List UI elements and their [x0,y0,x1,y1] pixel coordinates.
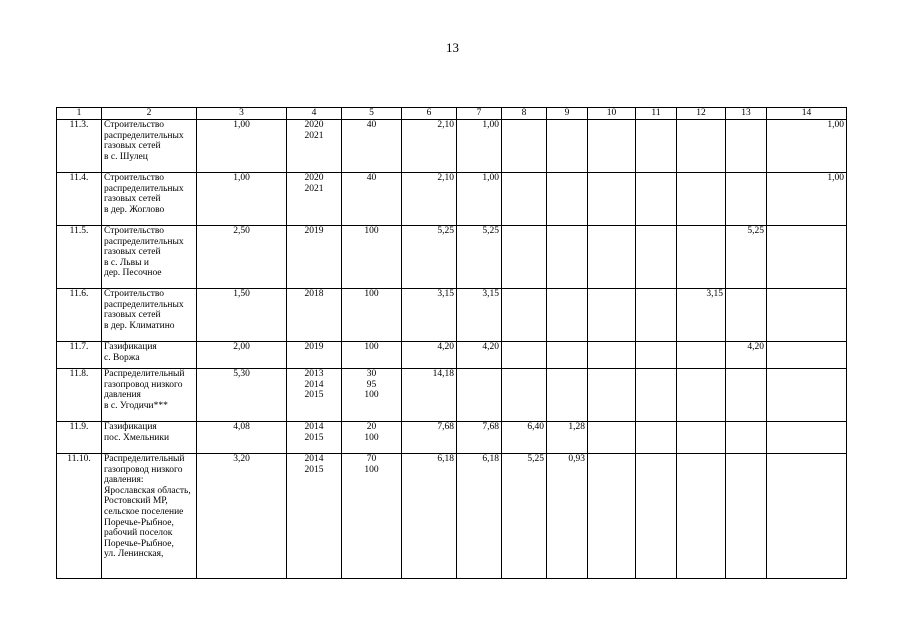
years [287,369,342,422]
value-cell-10 [588,289,636,342]
percent [342,342,402,369]
value-cell-3: 1,00 [197,120,287,173]
object-name-line: газопровод низкого [104,379,183,390]
column-header: 6 [402,108,457,120]
years-line: 2019 [304,342,324,352]
years-line: 2015 [304,464,324,475]
value-cell-6: 3,15 [402,289,457,342]
years-line: 2014 [304,454,324,464]
value-cell-8 [502,342,547,369]
object-name-line: давления: [104,475,144,486]
object-name-line: распределительных [104,130,184,141]
object-name-line: Газификация [104,422,157,432]
value-cell-6: 2,10 [402,173,457,226]
percent [342,120,402,173]
percent-line: 40 [366,173,377,183]
value-cell-12 [677,173,726,226]
table-row [57,120,847,173]
value-cell-11 [636,226,677,289]
years-line: 2018 [304,289,324,299]
object-name-line: Ростовский МР, [104,496,168,507]
value-cell-11 [636,173,677,226]
table-row [57,342,847,369]
item-number: 11.8. [57,369,102,422]
percent [342,226,402,289]
years [287,342,342,369]
table-row [57,289,847,342]
value-cell-3: 4,08 [197,422,287,454]
object-name-line: пос. Хмельники [104,432,170,443]
value-cell-13 [726,422,767,454]
percent-line: 30 [366,369,377,379]
object-name-line: в с. Львы и [104,257,149,268]
years [287,422,342,454]
years-line: 2021 [304,130,324,141]
percent-line: 95 [366,379,377,390]
object-name-line: Ярославская область, [104,485,191,496]
value-cell-3: 1,00 [197,173,287,226]
percent [342,289,402,342]
value-cell-13 [726,454,767,579]
object-name-line: Распределительный [104,369,185,379]
value-cell-14 [767,342,847,369]
object-name-line: в дер. Климатино [104,320,175,331]
value-cell-10 [588,173,636,226]
value-cell-9 [547,342,588,369]
value-cell-10 [588,422,636,454]
percent-line: 70 [366,454,377,464]
table-row [57,226,847,289]
object-name-line: газовых сетей [104,141,161,152]
value-cell-13 [726,369,767,422]
column-header: 3 [197,108,287,120]
value-cell-6: 14,18 [402,369,457,422]
percent-line: 40 [366,120,377,130]
value-cell-6: 6,18 [402,454,457,579]
years-line: 2015 [304,432,324,443]
object-name-line: в с. Шулец [104,151,148,162]
column-header: 7 [457,108,502,120]
value-cell-3: 5,30 [197,369,287,422]
value-cell-12 [677,369,726,422]
value-cell-8 [502,289,547,342]
object-name [102,226,197,289]
investment-table [56,107,847,579]
value-cell-14 [767,289,847,342]
object-name-line: Газификация [104,342,157,352]
object-name-line: с. Воржа [104,352,140,363]
value-cell-3: 2,50 [197,226,287,289]
percent-line: 100 [364,390,379,401]
object-name-line: в с. Угодичи*** [104,400,168,411]
object-name-line: давления [104,390,141,401]
value-cell-12 [677,226,726,289]
object-name [102,289,197,342]
value-cell-9: 1,28 [547,422,588,454]
value-cell-7 [457,369,502,422]
object-name-line: ул. Ленинская, [104,549,164,560]
value-cell-7: 3,15 [457,289,502,342]
value-cell-10 [588,369,636,422]
value-cell-12 [677,454,726,579]
value-cell-10 [588,454,636,579]
object-name-line: рабочий поселок [104,528,173,539]
object-name [102,173,197,226]
item-number: 11.3. [57,120,102,173]
percent-line: 100 [364,464,379,475]
column-header: 1 [57,108,102,120]
table-row [57,369,847,422]
years [287,454,342,579]
value-cell-12 [677,342,726,369]
value-cell-7: 1,00 [457,120,502,173]
percent [342,173,402,226]
object-name-line: распределительных [104,299,184,310]
years-line: 2015 [304,390,324,401]
object-name-line: газовых сетей [104,310,161,321]
header-row [57,108,847,120]
item-number: 11.10. [57,454,102,579]
value-cell-3: 1,50 [197,289,287,342]
column-header: 8 [502,108,547,120]
percent [342,369,402,422]
object-name-line: распределительных [104,183,184,194]
value-cell-9 [547,173,588,226]
value-cell-10 [588,342,636,369]
years [287,226,342,289]
value-cell-8: 6,40 [502,422,547,454]
object-name-line: распределительных [104,236,184,247]
table-row [57,454,847,579]
value-cell-6: 2,10 [402,120,457,173]
object-name [102,369,197,422]
value-cell-11 [636,342,677,369]
percent-line: 100 [364,342,379,352]
value-cell-6: 7,68 [402,422,457,454]
column-header: 11 [636,108,677,120]
value-cell-14: 1,00 [767,120,847,173]
value-cell-8 [502,226,547,289]
object-name-line: Строительство [104,226,165,236]
value-cell-11 [636,454,677,579]
value-cell-6: 5,25 [402,226,457,289]
value-cell-11 [636,369,677,422]
value-cell-3: 3,20 [197,454,287,579]
value-cell-8 [502,369,547,422]
value-cell-11 [636,289,677,342]
item-number: 11.4. [57,173,102,226]
object-name-line: дер. Песочное [104,268,162,279]
column-header: 12 [677,108,726,120]
years-line: 2019 [304,226,324,236]
value-cell-7: 6,18 [457,454,502,579]
years [287,289,342,342]
value-cell-8 [502,120,547,173]
column-header: 10 [588,108,636,120]
object-name [102,120,197,173]
value-cell-7: 5,25 [457,226,502,289]
percent-line: 100 [364,226,379,236]
column-header: 2 [102,108,197,120]
object-name-line: в дер. Жоглово [104,204,165,215]
value-cell-12: 3,15 [677,289,726,342]
object-name-line: Строительство [104,173,165,183]
value-cell-13 [726,289,767,342]
years [287,173,342,226]
years-line: 2013 [304,369,324,379]
value-cell-7: 7,68 [457,422,502,454]
column-header: 4 [287,108,342,120]
value-cell-14 [767,369,847,422]
item-number: 11.5. [57,226,102,289]
value-cell-9 [547,226,588,289]
percent [342,422,402,454]
column-header: 5 [342,108,402,120]
value-cell-7: 4,20 [457,342,502,369]
value-cell-9: 0,93 [547,454,588,579]
percent-line: 100 [364,432,379,443]
years-line: 2021 [304,183,324,194]
value-cell-10 [588,120,636,173]
years-line: 2020 [304,120,324,130]
value-cell-14 [767,454,847,579]
object-name [102,422,197,454]
object-name-line: Поречье-Рыбное, [104,538,174,549]
value-cell-13: 5,25 [726,226,767,289]
value-cell-3: 2,00 [197,342,287,369]
object-name-line: газовых сетей [104,247,161,258]
percent-line: 100 [364,289,379,299]
value-cell-8: 5,25 [502,454,547,579]
item-number: 11.9. [57,422,102,454]
object-name-line: Строительство [104,289,165,299]
value-cell-13 [726,173,767,226]
value-cell-9 [547,120,588,173]
years-line: 2020 [304,173,324,183]
item-number: 11.6. [57,289,102,342]
value-cell-12 [677,422,726,454]
years-line: 2014 [304,379,324,390]
table-row [57,173,847,226]
item-number: 11.7. [57,342,102,369]
column-header: 9 [547,108,588,120]
table-row [57,422,847,454]
value-cell-6: 4,20 [402,342,457,369]
value-cell-13: 4,20 [726,342,767,369]
value-cell-9 [547,369,588,422]
column-header: 13 [726,108,767,120]
value-cell-12 [677,120,726,173]
object-name-line: сельское поселение [104,506,184,517]
value-cell-11 [636,422,677,454]
object-name-line: газопровод низкого [104,464,183,475]
value-cell-9 [547,289,588,342]
value-cell-13 [726,120,767,173]
object-name [102,342,197,369]
value-cell-14 [767,226,847,289]
page-number: 13 [446,40,459,55]
object-name-line: Распределительный [104,454,185,464]
value-cell-11 [636,120,677,173]
value-cell-8 [502,173,547,226]
percent-line: 20 [366,422,377,432]
value-cell-7: 1,00 [457,173,502,226]
column-header: 14 [767,108,847,120]
years [287,120,342,173]
object-name-line: Поречье-Рыбное, [104,517,174,528]
object-name-line: газовых сетей [104,194,161,205]
object-name [102,454,197,579]
value-cell-14: 1,00 [767,173,847,226]
value-cell-10 [588,226,636,289]
object-name-line: Строительство [104,120,165,130]
years-line: 2014 [304,422,324,432]
percent [342,454,402,579]
value-cell-14 [767,422,847,454]
